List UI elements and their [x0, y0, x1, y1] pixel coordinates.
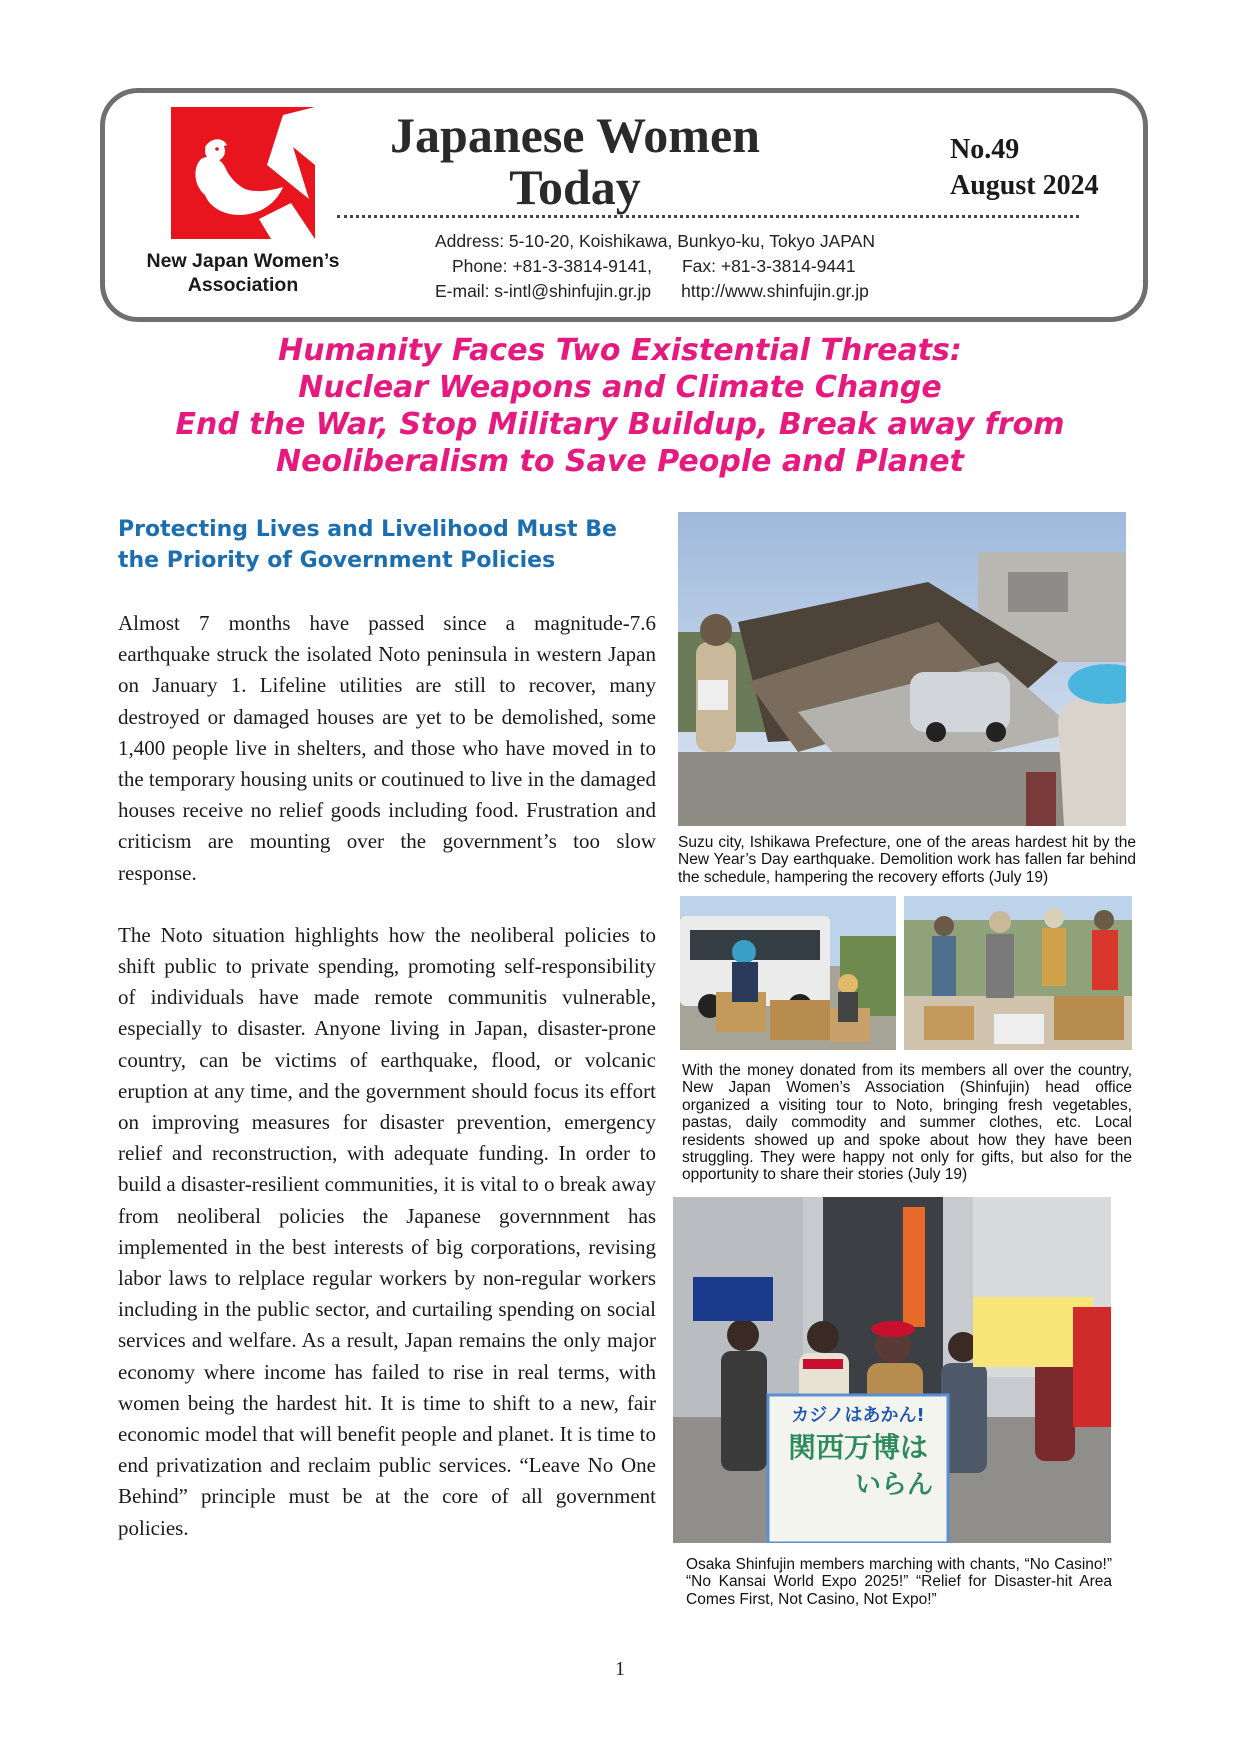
email: E-mail: s-intl@shinfujin.gr.jp — [435, 281, 652, 301]
march-sign — [777, 1403, 939, 1503]
issue-number: No.49 — [950, 134, 1020, 165]
address: Address: 5-10-20, Koishikawa, Bunkyo-ku, Tokyo JAPAN — [435, 231, 875, 251]
org-name-line2: Association — [187, 274, 299, 296]
contact-block — [435, 229, 1015, 304]
phone: Phone: +81-3-3814-9141, — [452, 256, 652, 276]
fax: Fax: +81-3-3814-9441 — [681, 256, 856, 276]
website: http://www.shinfujin.gr.jp — [681, 281, 869, 301]
newsletter-title — [335, 109, 815, 213]
photo-relief-crowd — [904, 896, 1132, 1050]
caption-collapsed-house: Suzu city, Ishikawa Prefecture, one of the areas hardest hit by the New Year’s Day earthquake. Demolition work has fallen far behind the schedule, hampering the recovery efforts (July 19) — [678, 834, 1136, 886]
page-number: 1 — [615, 1658, 625, 1680]
photo-collapsed-house — [678, 512, 1126, 826]
sign-line-1: カジノはあかん! — [791, 1405, 925, 1426]
photo-osaka-march — [673, 1197, 1111, 1543]
article-title: Protecting Lives and Livelihood Must Be the Priority of Government Policies — [118, 517, 617, 573]
title-line2: Today — [509, 159, 641, 215]
issue-date: August 2024 — [950, 170, 1099, 201]
headline-line3: End the War, Stop Military Buildup, Break away from — [175, 407, 1065, 442]
dotted-divider — [337, 215, 1079, 218]
caption-relief-tour: With the money donated from its members all over the country, New Japan Women’s Association (Shinfujin) head office organized a visiting tour to Noto, bringing fresh vegetables, pastas, daily commodity and summer clothes, etc. Local residents showed up and spoke about how they have been struggling. They were happy not only for gifts, but also for the opportunity to share their stories (July 19) — [682, 1062, 1132, 1184]
headline-line2: Nuclear Weapons and Climate Change — [298, 370, 942, 405]
title-line1: Japanese Women — [390, 107, 760, 163]
article-body — [118, 608, 656, 1544]
sign-line-3: いらん — [854, 1470, 933, 1500]
phone-fax-row — [435, 254, 1015, 279]
sign-line-2: 関西万博は — [787, 1431, 928, 1464]
masthead-box — [100, 88, 1148, 322]
email-web-row — [435, 279, 1015, 304]
org-name — [123, 249, 363, 297]
article-paragraph-1: Almost 7 months have passed since a magnitude-7.6 earthquake struck the isolated Noto peninsula in western Japan on January 1. Lifeline utilities are still to recover, many destroyed or damaged houses are yet to be demolished, some 1,400 people live in shelters, and those who have moved in to the temporary housing units or coutinued to live in the damaged houses receive no relief goods including food. Frustration and criticism are mounting over the government’s too slow response. — [118, 611, 656, 885]
caption-osaka-march: Osaka Shinfujin members marching with chants, “No Casino!” “No Kansai World Expo 2025!” “Relief for Disaster-hit Area Comes First, Not Casino, Not Expo!” — [686, 1556, 1112, 1608]
main-headline — [110, 332, 1130, 480]
org-name-line1: New Japan Women’s — [146, 250, 340, 272]
headline-line1: Humanity Faces Two Existential Threats: — [278, 333, 962, 368]
article-paragraph-2: The Noto situation highlights how the neoliberal policies to shift public to private spending, promoting self-responsibility of individuals have made remote communitis vulnerable, especially to disaster. Anyone living in Japan, disaster-prone country, can be victims of earthquake, flood, or volcanic eruption at any time, and the government should focus its effort on improving measures for disaster prevention, emergency relief and reconstruction, with adequate funding. In order to build a disaster-resilient communities, it is vital to o break away from neoliberal policies the Japanese governnment has implemented in the best interests of big corporations, revising labor laws to relplace regular workers by non-regular workers including in the public sector, and curtailing spending on social services and welfare. As a result, Japan remains the only major economy where income has failed to rise in real terms, with women being the hardest hit. It is time to shift to a new, fair economic model that will benefit people and planet. It is time to end privatization and reclaim public services. “Leave No One Behind” principle must be at the core of all government policies. — [118, 922, 656, 1540]
photo-relief-bus — [680, 896, 896, 1050]
headline-line4: Neoliberalism to Save People and Planet — [276, 444, 964, 479]
dove-logo-icon — [171, 107, 315, 239]
